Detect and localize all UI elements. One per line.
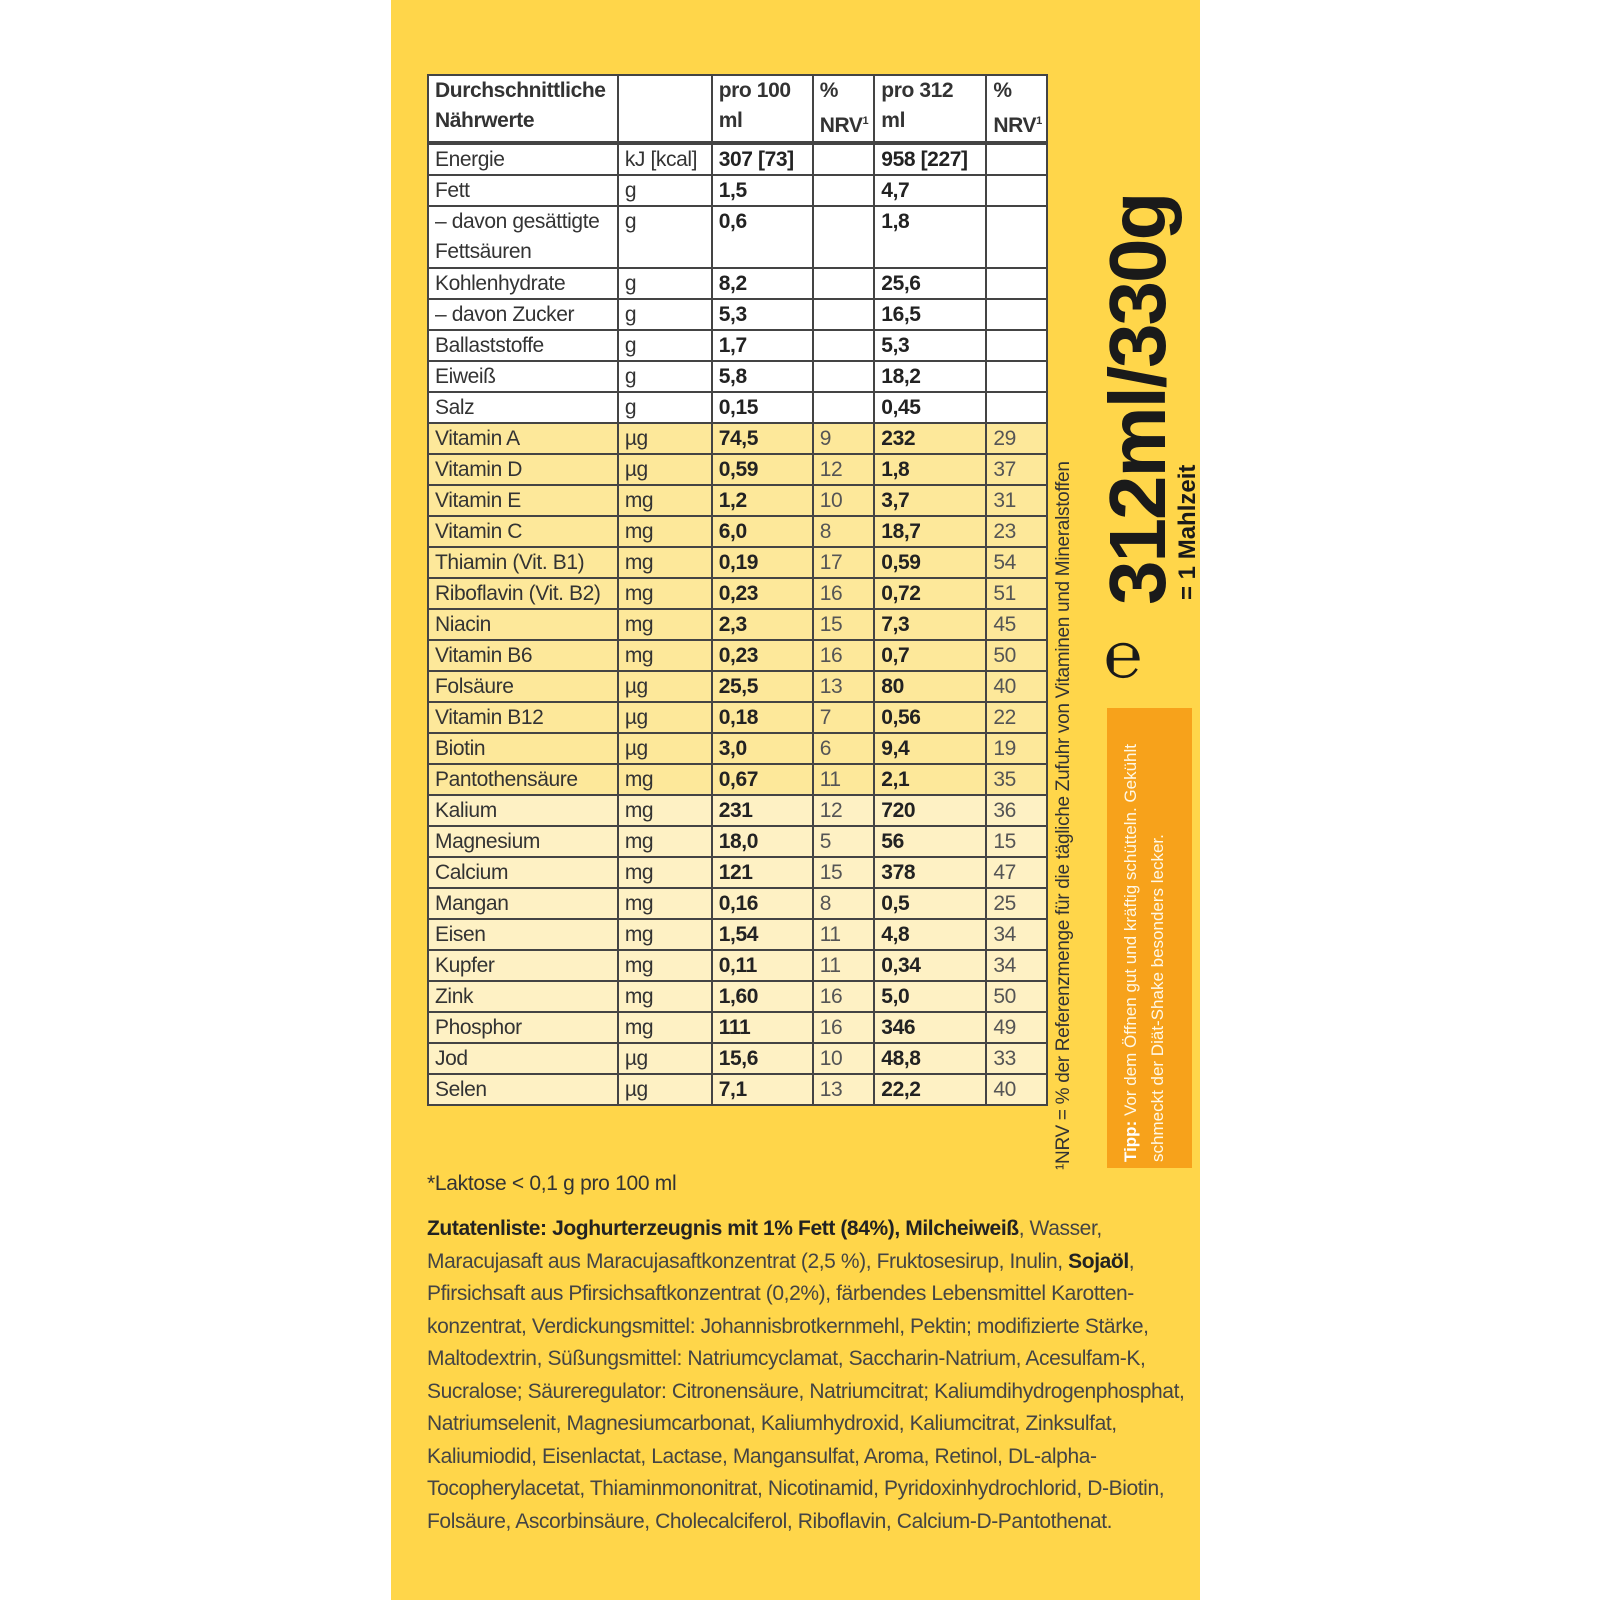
nrv-per-100ml: 16: [813, 981, 875, 1012]
table-row: [428, 516, 1047, 547]
nutrient-unit: g: [618, 392, 712, 423]
table-row: [428, 1074, 1047, 1105]
value-per-100ml: 5,8: [712, 361, 813, 392]
nutrient-name: – davon gesättigte Fettsäuren: [428, 206, 618, 268]
value-per-100ml: 74,5: [712, 423, 813, 454]
value-per-100ml: 1,2: [712, 485, 813, 516]
nrv-per-100ml: 12: [813, 795, 875, 826]
nrv-per-100ml: 16: [813, 578, 875, 609]
nutrient-unit: g: [618, 361, 712, 392]
value-per-100ml: 25,5: [712, 671, 813, 702]
value-per-100ml: 0,6: [712, 206, 813, 268]
value-per-312ml: 22,2: [874, 1074, 986, 1105]
nutrient-name: Biotin: [428, 733, 618, 764]
nrv-per-312ml: [986, 361, 1047, 392]
value-per-312ml: 0,7: [874, 640, 986, 671]
nrv-per-312ml: 51: [986, 578, 1047, 609]
nutrient-name: Thiamin (Vit. B1): [428, 547, 618, 578]
table-row: [428, 609, 1047, 640]
nutrient-unit: µg: [618, 733, 712, 764]
nutrient-unit: mg: [618, 826, 712, 857]
ingredients-text-rest: , Pfirsichsaft aus Pfirsichsaftkonzentrat (0,2%), färbendes Lebensmittel Karotten-konzentrat, Verdickungsmittel: Johannisbrotkernmehl, Pektin; modifizierte Stärke, Maltodextrin, Süßungsmittel: Natriumcyclamat, Saccharin-Natrium, Acesulfam-K, Sucralose; Säureregulator: Citronensäure, Natriumcitrat; Kaliumdihydrogenphosphat, Natriumselenit, Magnesiumcarbonat, Kaliumhydroxid, Kaliumcitrat, Zinksulfat, Kaliumiodid, Eisenlactat, Lactase, Mangansulfat, Aroma, Retinol, DL-alpha-Tocopherylacetat, Thiaminmononitrat, Nicotinamid, Pyridoxinhydrochlorid, D-Biotin, Folsäure, Ascorbinsäure, Cholecalciferol, Riboflavin, Calcium-D-Pantothenat.: [427, 1249, 1185, 1533]
table-row: [428, 1043, 1047, 1074]
nrv-per-312ml: 47: [986, 857, 1047, 888]
nrv-per-100ml: 5: [813, 826, 875, 857]
table-row: [428, 485, 1047, 516]
value-per-312ml: 232: [874, 423, 986, 454]
nutrient-name: Eiweiß: [428, 361, 618, 392]
table-row: [428, 857, 1047, 888]
value-per-312ml: 9,4: [874, 733, 986, 764]
nrv-per-312ml: 50: [986, 981, 1047, 1012]
value-per-100ml: 0,19: [712, 547, 813, 578]
value-per-100ml: 0,23: [712, 640, 813, 671]
tip-text: [1117, 717, 1171, 1162]
nutrient-unit: mg: [618, 1012, 712, 1043]
nrv-per-100ml: 9: [813, 423, 875, 454]
nrv-per-312ml: 45: [986, 609, 1047, 640]
value-per-100ml: 307 [73]: [712, 143, 813, 175]
value-per-100ml: 8,2: [712, 268, 813, 299]
nutrient-unit: kJ [kcal]: [618, 143, 712, 175]
nutrient-name: Riboflavin (Vit. B2): [428, 578, 618, 609]
nrv-per-100ml: 6: [813, 733, 875, 764]
nrv-per-312ml: 35: [986, 764, 1047, 795]
value-per-312ml: 56: [874, 826, 986, 857]
nutrition-table: [427, 74, 1048, 1106]
table-row: [428, 919, 1047, 950]
nrv-per-312ml: 40: [986, 1074, 1047, 1105]
nutrient-unit: µg: [618, 1043, 712, 1074]
nutrient-unit: µg: [618, 423, 712, 454]
value-per-100ml: 0,23: [712, 578, 813, 609]
header-per-100ml: pro 100 ml: [712, 75, 813, 143]
value-per-100ml: 0,15: [712, 392, 813, 423]
ingredients-text: , Wasser, Maracujasaft aus Maracujasaftkonzentrat (2,5 %), Fruktosesirup, Inulin,: [427, 1217, 1102, 1273]
nutrient-name: Kalium: [428, 795, 618, 826]
value-per-312ml: 0,5: [874, 888, 986, 919]
value-per-100ml: 2,3: [712, 609, 813, 640]
nrv-per-312ml: [986, 143, 1047, 175]
nutrient-name: Vitamin A: [428, 423, 618, 454]
meal-note: = 1 Mahlzeit: [1174, 464, 1201, 600]
nrv-per-100ml: 15: [813, 857, 875, 888]
nutrient-name: Niacin: [428, 609, 618, 640]
nrv-per-312ml: 15: [986, 826, 1047, 857]
nutrient-name: Pantothensäure: [428, 764, 618, 795]
nutrient-name: Selen: [428, 1074, 618, 1105]
nrv-per-312ml: 34: [986, 919, 1047, 950]
table-row: [428, 299, 1047, 330]
table-row: [428, 826, 1047, 857]
table-row: [428, 330, 1047, 361]
nrv-per-312ml: 40: [986, 671, 1047, 702]
nutrient-name: Energie: [428, 143, 618, 175]
table-row: [428, 578, 1047, 609]
value-per-312ml: 346: [874, 1012, 986, 1043]
nutrient-name: Fett: [428, 175, 618, 206]
nutrient-name: Folsäure: [428, 671, 618, 702]
value-per-100ml: 0,16: [712, 888, 813, 919]
ingredients-list: [427, 1213, 1192, 1538]
header-nrv-label: % NRV: [819, 79, 863, 137]
nutrient-name: Kohlenhydrate: [428, 268, 618, 299]
nutrient-name: Vitamin D: [428, 454, 618, 485]
nutrient-unit: mg: [618, 547, 712, 578]
value-per-100ml: 0,18: [712, 702, 813, 733]
header-nrv-label: % NRV: [993, 79, 1037, 137]
ingredients-heading: Zutatenliste: Joghurterzeugnis mit 1% Fett (84%), Milcheiweiß: [427, 1217, 1019, 1240]
nrv-per-100ml: 11: [813, 950, 875, 981]
nutrient-unit: mg: [618, 857, 712, 888]
package-size: 312ml/330g: [1093, 193, 1182, 605]
value-per-100ml: 6,0: [712, 516, 813, 547]
value-per-312ml: 0,45: [874, 392, 986, 423]
nrv-per-312ml: [986, 299, 1047, 330]
value-per-312ml: 1,8: [874, 454, 986, 485]
table-row: [428, 175, 1047, 206]
table-row: [428, 1012, 1047, 1043]
value-per-312ml: 16,5: [874, 299, 986, 330]
nrv-per-100ml: 11: [813, 919, 875, 950]
nrv-per-100ml: 11: [813, 764, 875, 795]
nrv-per-100ml: 16: [813, 640, 875, 671]
header-unit: [618, 75, 712, 143]
header-nrv-100: [813, 75, 875, 143]
header-per-312ml: pro 312 ml: [874, 75, 986, 143]
nutrient-unit: mg: [618, 764, 712, 795]
table-row: [428, 268, 1047, 299]
nutrient-unit: µg: [618, 1074, 712, 1105]
lactose-note: *Laktose < 0,1 g pro 100 ml: [427, 1172, 677, 1195]
value-per-100ml: 1,60: [712, 981, 813, 1012]
nrv-per-312ml: [986, 330, 1047, 361]
nutrient-unit: g: [618, 175, 712, 206]
nutrient-unit: mg: [618, 981, 712, 1012]
nutrient-name: Vitamin E: [428, 485, 618, 516]
nrv-per-312ml: 37: [986, 454, 1047, 485]
nrv-per-100ml: 10: [813, 485, 875, 516]
table-row: [428, 702, 1047, 733]
nutrient-name: Zink: [428, 981, 618, 1012]
value-per-312ml: 0,56: [874, 702, 986, 733]
table-row: [428, 547, 1047, 578]
table-row: [428, 143, 1047, 175]
value-per-100ml: 121: [712, 857, 813, 888]
table-row: [428, 888, 1047, 919]
value-per-312ml: 25,6: [874, 268, 986, 299]
nrv-per-100ml: 12: [813, 454, 875, 485]
value-per-100ml: 111: [712, 1012, 813, 1043]
nutrient-name: Kupfer: [428, 950, 618, 981]
table-row: [428, 206, 1047, 268]
nutrient-unit: g: [618, 299, 712, 330]
value-per-100ml: 1,54: [712, 919, 813, 950]
value-per-312ml: 80: [874, 671, 986, 702]
value-per-100ml: 3,0: [712, 733, 813, 764]
nutrient-name: Magnesium: [428, 826, 618, 857]
nrv-per-100ml: 7: [813, 702, 875, 733]
value-per-312ml: 18,7: [874, 516, 986, 547]
value-per-100ml: 15,6: [712, 1043, 813, 1074]
nutrient-unit: mg: [618, 950, 712, 981]
value-per-100ml: 18,0: [712, 826, 813, 857]
nutrient-name: Calcium: [428, 857, 618, 888]
nrv-per-312ml: 36: [986, 795, 1047, 826]
value-per-100ml: 0,11: [712, 950, 813, 981]
tip-body: Vor dem Öffnen gut und kräftig schütteln. Gekühlt schmeckt der Diät-Shake besonders lecker.: [1121, 744, 1167, 1162]
value-per-100ml: 1,5: [712, 175, 813, 206]
nrv-footnote: ¹NRV = % der Referenzmenge für die tägliche Zufuhr von Vitaminen und Mineralstoffen: [1053, 461, 1074, 1170]
value-per-312ml: 48,8: [874, 1043, 986, 1074]
nutrient-unit: g: [618, 268, 712, 299]
tip-label: Tipp:: [1121, 1120, 1140, 1162]
nrv-per-100ml: 17: [813, 547, 875, 578]
nrv-per-312ml: [986, 392, 1047, 423]
value-per-312ml: 2,1: [874, 764, 986, 795]
nrv-per-100ml: 13: [813, 1074, 875, 1105]
value-per-312ml: 0,72: [874, 578, 986, 609]
nrv-per-100ml: 16: [813, 1012, 875, 1043]
nrv-per-100ml: [813, 175, 875, 206]
nrv-per-100ml: [813, 143, 875, 175]
nrv-per-100ml: 8: [813, 888, 875, 919]
nutrient-unit: mg: [618, 609, 712, 640]
table-row: [428, 950, 1047, 981]
value-per-312ml: 1,8: [874, 206, 986, 268]
table-row: [428, 764, 1047, 795]
nutrient-unit: mg: [618, 640, 712, 671]
table-row: [428, 671, 1047, 702]
nrv-per-312ml: [986, 175, 1047, 206]
nutrient-unit: µg: [618, 702, 712, 733]
value-per-312ml: 5,0: [874, 981, 986, 1012]
nutrient-name: Vitamin C: [428, 516, 618, 547]
nrv-per-100ml: [813, 299, 875, 330]
value-per-100ml: 5,3: [712, 299, 813, 330]
header-nrv-312: [986, 75, 1047, 143]
table-row: [428, 423, 1047, 454]
nutrient-unit: µg: [618, 454, 712, 485]
nrv-per-312ml: [986, 206, 1047, 268]
value-per-312ml: 4,8: [874, 919, 986, 950]
nrv-per-312ml: 23: [986, 516, 1047, 547]
nutrient-unit: mg: [618, 919, 712, 950]
nrv-per-312ml: 22: [986, 702, 1047, 733]
nrv-per-312ml: 34: [986, 950, 1047, 981]
nutrient-unit: mg: [618, 516, 712, 547]
nrv-per-100ml: [813, 330, 875, 361]
table-row: [428, 795, 1047, 826]
nutrient-name: Eisen: [428, 919, 618, 950]
value-per-312ml: 4,7: [874, 175, 986, 206]
nrv-per-312ml: [986, 268, 1047, 299]
value-per-312ml: 0,34: [874, 950, 986, 981]
value-per-312ml: 958 [227]: [874, 143, 986, 175]
nrv-per-100ml: 8: [813, 516, 875, 547]
nutrient-name: Phosphor: [428, 1012, 618, 1043]
nrv-per-312ml: 50: [986, 640, 1047, 671]
nrv-per-312ml: 29: [986, 423, 1047, 454]
nutrient-name: Vitamin B12: [428, 702, 618, 733]
header-nrv-sup: 1: [1036, 115, 1042, 127]
nrv-per-100ml: [813, 392, 875, 423]
nutrient-name: Vitamin B6: [428, 640, 618, 671]
value-per-100ml: 231: [712, 795, 813, 826]
value-per-100ml: 7,1: [712, 1074, 813, 1105]
value-per-312ml: 18,2: [874, 361, 986, 392]
nrv-per-312ml: 19: [986, 733, 1047, 764]
value-per-312ml: 3,7: [874, 485, 986, 516]
value-per-312ml: 378: [874, 857, 986, 888]
nutrient-unit: g: [618, 206, 712, 268]
nutrient-unit: µg: [618, 671, 712, 702]
nrv-per-100ml: 10: [813, 1043, 875, 1074]
nutrient-unit: mg: [618, 888, 712, 919]
table-row: [428, 733, 1047, 764]
header-nutrients: Durchschnittliche Nährwerte: [428, 75, 618, 143]
value-per-312ml: 5,3: [874, 330, 986, 361]
table-header-row: [428, 75, 1047, 143]
table-row: [428, 361, 1047, 392]
nrv-per-312ml: 31: [986, 485, 1047, 516]
estimated-sign-icon: ℮: [1103, 619, 1143, 691]
nutrient-name: Salz: [428, 392, 618, 423]
nutrient-unit: mg: [618, 795, 712, 826]
value-per-100ml: 0,59: [712, 454, 813, 485]
table-row: [428, 981, 1047, 1012]
table-row: [428, 454, 1047, 485]
value-per-100ml: 1,7: [712, 330, 813, 361]
nrv-per-100ml: [813, 361, 875, 392]
nrv-per-100ml: [813, 268, 875, 299]
table-row: [428, 640, 1047, 671]
nrv-per-312ml: 49: [986, 1012, 1047, 1043]
nrv-per-100ml: 15: [813, 609, 875, 640]
nrv-per-312ml: 54: [986, 547, 1047, 578]
value-per-312ml: 7,3: [874, 609, 986, 640]
nutrient-name: Mangan: [428, 888, 618, 919]
nrv-per-312ml: 25: [986, 888, 1047, 919]
nutrient-name: – davon Zucker: [428, 299, 618, 330]
nutrient-unit: g: [618, 330, 712, 361]
nutrient-name: Jod: [428, 1043, 618, 1074]
value-per-312ml: 0,59: [874, 547, 986, 578]
nutrient-name: Ballaststoffe: [428, 330, 618, 361]
nrv-per-100ml: 13: [813, 671, 875, 702]
nutrient-unit: mg: [618, 485, 712, 516]
value-per-100ml: 0,67: [712, 764, 813, 795]
nutrient-unit: mg: [618, 578, 712, 609]
nrv-per-100ml: [813, 206, 875, 268]
value-per-312ml: 720: [874, 795, 986, 826]
table-row: [428, 392, 1047, 423]
ingredients-allergen: Sojaöl: [1068, 1249, 1129, 1273]
header-nrv-sup: 1: [862, 115, 869, 127]
nrv-per-312ml: 33: [986, 1043, 1047, 1074]
